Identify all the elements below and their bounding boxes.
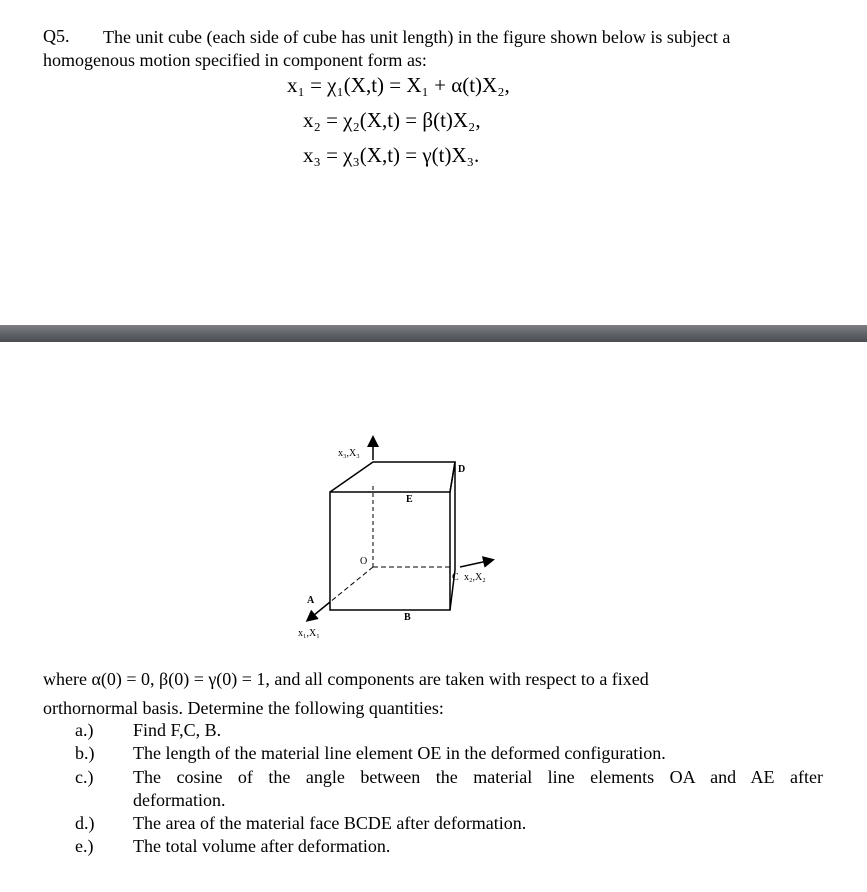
item-a-label: a.) bbox=[75, 720, 94, 740]
question-intro-line1: The unit cube (each side of cube has unit length) in the figure shown below is subject a bbox=[103, 27, 731, 47]
point-label-D: D bbox=[458, 464, 466, 475]
conditions-line2: orthornormal basis. Determine the following quantities: bbox=[43, 698, 444, 718]
equation-3: x₃ = χ₃(X,t) = γ(t)X₃. bbox=[303, 143, 480, 167]
conditions-line1: where α(0) = 0, β(0) = γ(0) = 1, and all components are taken with respect to a fixed bbox=[43, 669, 649, 689]
axis-label-x3: x₃,X₃ bbox=[338, 448, 360, 459]
cube-edge bbox=[330, 567, 373, 602]
question-number: Q5. bbox=[43, 26, 70, 46]
item-d-label: d.) bbox=[75, 813, 95, 833]
point-label-C: C bbox=[452, 572, 459, 583]
point-label-E: E bbox=[406, 494, 413, 505]
question-intro-line2: homogenous motion specified in component form as: bbox=[43, 50, 427, 70]
point-label-B: B bbox=[404, 612, 411, 623]
equation-2: x₂ = χ₂(X,t) = β(t)X₂, bbox=[303, 108, 481, 132]
axis-label-x2: x₂,X₂ bbox=[464, 572, 486, 583]
item-d-text: The area of the material face BCDE after deformation. bbox=[133, 813, 527, 833]
item-c-label: c.) bbox=[75, 767, 94, 787]
page-separator-bar bbox=[0, 325, 867, 342]
equation-1: x₁ = χ₁(X,t) = X₁ + α(t)X₂, bbox=[287, 73, 510, 97]
axis-label-x1: x₁,X₁ bbox=[298, 628, 320, 639]
item-c-text-continued: deformation. bbox=[133, 790, 226, 810]
unit-cube-figure bbox=[280, 430, 520, 650]
item-b-label: b.) bbox=[75, 743, 95, 763]
point-label-A: A bbox=[307, 595, 315, 606]
point-label-O: O bbox=[360, 556, 368, 567]
item-c-text: The cosine of the angle between the material line elements OA and AE after bbox=[133, 767, 823, 787]
item-a-text: Find F,C, B. bbox=[133, 720, 222, 740]
item-e-label: e.) bbox=[75, 836, 94, 856]
cube-top-face bbox=[330, 462, 455, 492]
x2-axis-arrow bbox=[460, 560, 492, 567]
item-e-text: The total volume after deformation. bbox=[133, 836, 391, 856]
item-b-text: The length of the material line element OE in the deformed configuration. bbox=[133, 743, 666, 763]
cube-front-face bbox=[330, 492, 450, 610]
